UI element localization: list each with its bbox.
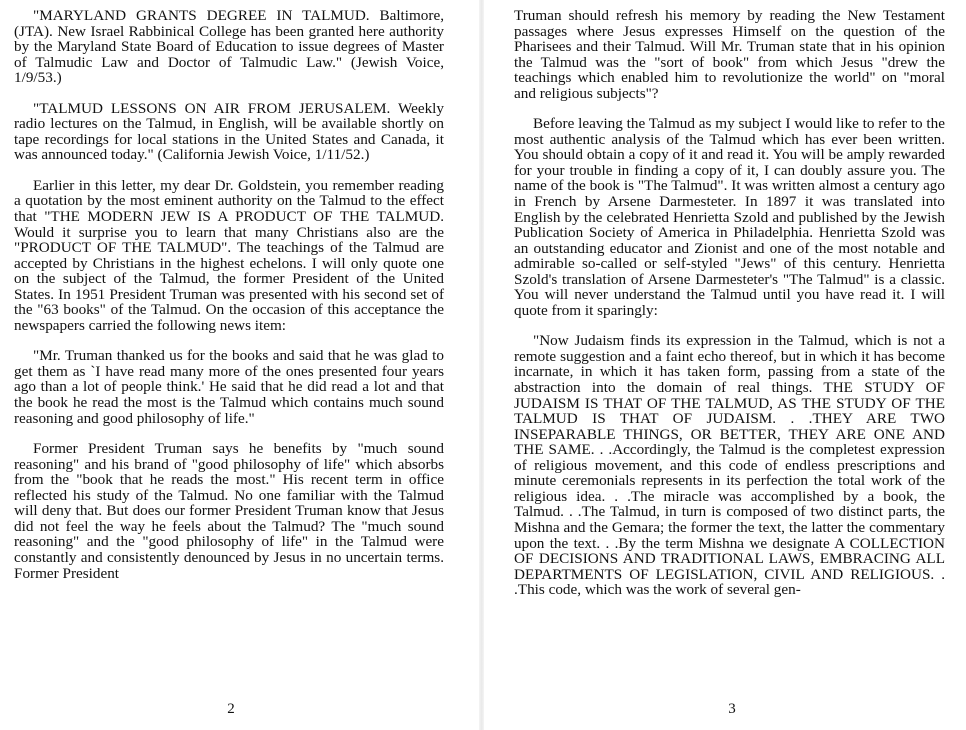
right-paragraph-2: Before leaving the Talmud as my subject I would like to refer to the most authentic analysis of the Talmud which has ever been written. You should obtain a copy of it and read it. You will be amply rewarded for your trouble in finding a copy of it, I can doubly assure you. The name of the book is "The Talmud". It was written almost a century ago in French by Arsene Darmesteter. In 1897 it was translated into English by the celebrated Henrietta Szold and published by the Jewish Publication Society of America in Philadelphia. Henrietta Szold was an outstanding educator and Zionist and one of the most notable and admirable so-called or self-styled "Jews" of this century. Henrietta Szold's translation of Arsene Darmesteter's "The Talmud" is a classic. You will never understand the Talmud until you have read it. I will quote from it sparingly:: [514, 115, 945, 319]
right-paragraph-1: Truman should refresh his memory by reading the New Testament passages where Jesus expresses Himself on the question of the Pharisees and their Talmud. Will Mr. Truman state that in his opinion the Talmud was the "sort of book" from which Jesus "drew the teachings which enabled him to revolutionize the world" on "moral and religious subjects"?: [514, 7, 945, 102]
left-text-column: [14, 8, 444, 596]
left-page: [0, 0, 480, 730]
right-page-number: 3: [728, 701, 736, 717]
right-paragraph-3: "Now Judaism finds its expression in the Talmud, which is not a remote suggestion and a faint echo thereof, but in which it has become incarnate, in which it has taken form, passing from a state of the abstraction into the domain of real things. THE STUDY OF JUDAISM IS THAT OF THE TALMUD, AS THE STUDY OF THE TALMUD IS THAT OF JUDAISM. . .THEY ARE TWO INSEPARABLE THINGS, OR BETTER, THEY ARE ONE AND THE SAME. . .Accordingly, the Talmud is the completest expression of religious movement, and this code of endless prescriptions and minute ceremonials represents in its perfection the total work of the religious idea. . .The miracle was accomplished by a book, the Talmud. . .The Talmud, in turn is composed of two distinct parts, the Mishna and the Gemara; the former the text, the latter the commentary upon the text. . .By the term Mishna we designate A COLLECTION OF DECISIONS AND TRADITIONAL LAWS, EMBRACING ALL DEPARTMENTS OF LEGISLATION, CIVIL AND RELIGIOUS. . .This code, which was the work of several gen-: [514, 332, 945, 599]
left-paragraph-5: Former President Truman says he benefits by "much sound reasoning" and his brand of "good philosophy of life" which absorbs from the "book that he reads the most." His recent term in office reflected his study of the Talmud. No one familiar with the Talmud will deny that. But does our former President Truman know that Jesus did not feel the way he feels about the Talmud? The "much sound reasoning" and the "good philosophy of life" in the Talmud were constantly and consistently denounced by Jesus in no uncertain terms. Former President: [14, 440, 444, 582]
left-page-number: 2: [227, 701, 235, 717]
left-paragraph-4: "Mr. Truman thanked us for the books and said that he was glad to get them as `I have read many more of the ones presented four years ago than a lot of people think.' He said that he did read a lot and that the book he read the most is the Talmud which contains much sound reasoning and good philosophy of life.": [14, 347, 444, 427]
left-paragraph-3: Earlier in this letter, my dear Dr. Goldstein, you remember reading a quotation by the most eminent authority on the Talmud to the effect that "THE MODERN JEW IS A PRODUCT OF THE TALMUD. Would it surprise you to learn that many Christians also are the "PRODUCT OF THE TALMUD". The teachings of the Talmud are accepted by Christians in the highest echelons. I will only quote one on the subject of the Talmud, the former President of the United States. In 1951 President Truman was presented with his second set of the "63 books" of the Talmud. On the occasion of this acceptance the newspapers carried the following news item:: [14, 176, 444, 334]
left-paragraph-1: "MARYLAND GRANTS DEGREE IN TALMUD. Baltimore, (JTA). New Israel Rabbinical College has been granted here authority by the Maryland State Board of Education to issue degrees of Master of Talmudic Law and Doctor of Talmudic Law." (Jewish Voice, 1/9/53.): [14, 7, 444, 87]
right-page: [484, 0, 966, 730]
left-paragraph-2: "TALMUD LESSONS ON AIR FROM JERUSALEM. Weekly radio lectures on the Talmud, in English, will be available shortly on tape recordings for local stations in the United States and Canada, it was announced today." (California Jewish Voice, 1/11/52.): [14, 99, 444, 164]
right-text-column: [514, 8, 945, 613]
